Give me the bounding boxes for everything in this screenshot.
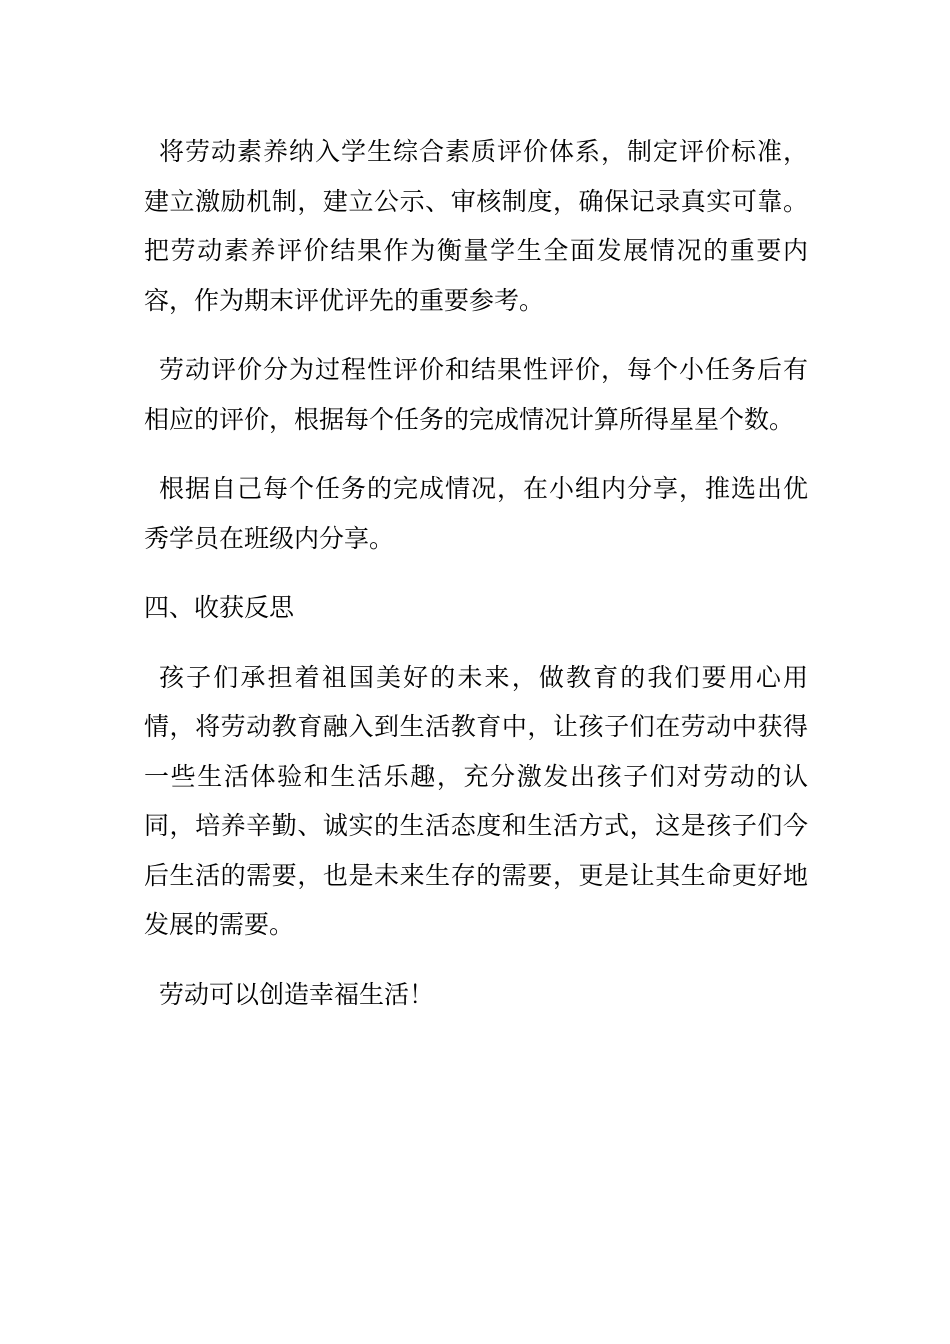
paragraph-evaluation-system: 将劳动素养纳入学生综合素质评价体系，制定评价标准，建立激励机制，建立公示、审核制度，确保记录真实可靠。把劳动素养评价结果作为衡量学生全面发展情况的重要内容，作为期末评优评先的重要参考。 [144,137,808,315]
document-body [144,127,808,1039]
paragraph-closing: 劳动可以创造幸福生活！ [159,979,435,1009]
paragraph-sharing: 根据自己每个任务的完成情况，在小组内分享，推选出优秀学员在班级内分享。 [144,474,808,553]
paragraph-reflection: 孩子们承担着祖国美好的未来，做教育的我们要用心用情，将劳动教育融入到生活教育中，让孩子们在劳动中获得一些生活体验和生活乐趣，充分激发出孩子们对劳动的认同，培养辛勤、诚实的生活态度和生活方式，这是孩子们今后生活的需要，也是未来生存的需要，更是让其生命更好地发展的需要。 [144,662,808,939]
paragraph-evaluation-types: 劳动评价分为过程性评价和结果性评价，每个小任务后有相应的评价，根据每个任务的完成情况计算所得星星个数。 [144,355,808,434]
section-heading: 四、收获反思 [144,593,295,622]
